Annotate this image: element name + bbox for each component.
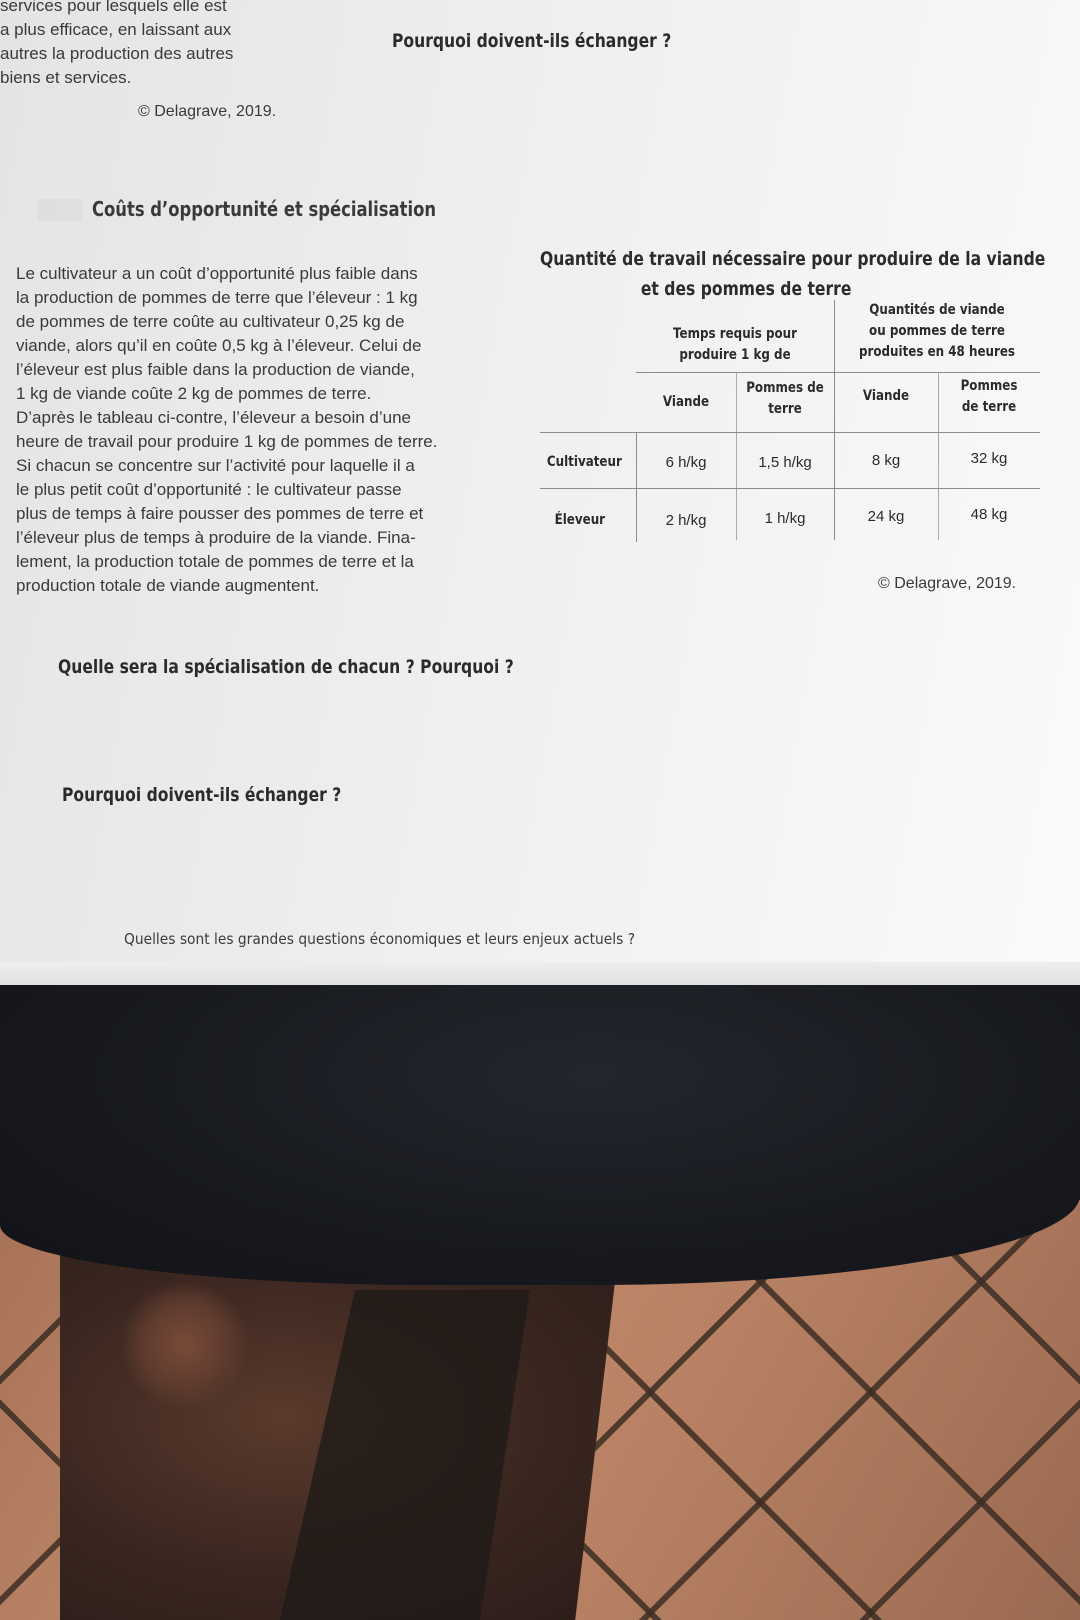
subheader-viande-48h xyxy=(842,386,930,407)
header-line: Quantités de viande xyxy=(869,302,1005,318)
paragraph-line: Le cultivateur a un coût d’opportunité plus faible dans xyxy=(16,264,418,283)
subheader-line: de terre xyxy=(961,399,1017,415)
subheader-pommes-48h xyxy=(946,376,1033,418)
data-table xyxy=(540,300,1040,560)
section-number-badge xyxy=(38,199,82,221)
question-enjeux: Quelles sont les grandes questions économiques et leurs enjeux actuels ? xyxy=(124,930,636,948)
subheader-viande xyxy=(644,392,729,413)
subheader-line: terre xyxy=(768,401,802,417)
table-rule xyxy=(834,300,835,540)
paragraph-line: le plus petit coût d’opportunité : le cultivateur passe xyxy=(16,480,402,499)
table-cell: 32 kg xyxy=(970,450,1008,467)
question-specialisation: Quelle sera la spécialisation de chacun ? Pourquoi ? xyxy=(58,656,514,678)
table-cell: 48 kg xyxy=(970,506,1008,523)
table-title xyxy=(540,244,1045,304)
table-rule xyxy=(636,372,1040,373)
paragraph-line: lement, la production totale de pommes de terre et la xyxy=(16,552,414,571)
subheader-line: Viande xyxy=(662,394,710,410)
row-label-eleveur: Éleveur xyxy=(554,512,606,528)
group-header-quantity xyxy=(849,300,1024,363)
group-header-time xyxy=(651,324,819,366)
subheader-line: Pommes xyxy=(960,378,1018,394)
section-title: Coûts d’opportunité et spécialisation xyxy=(92,197,437,221)
intro-line: biens et services. xyxy=(0,68,132,87)
table-cell: 1,5 h/kg xyxy=(758,454,812,471)
rug-flower-motif xyxy=(120,1280,250,1410)
table-title-line: et des pommes de terre xyxy=(640,278,852,300)
table-title-line: Quantité de travail nécessaire pour produire de la viande xyxy=(540,248,1046,270)
paragraph-line: plus de temps à faire pousser des pommes de terre et xyxy=(16,504,424,523)
paragraph-line: heure de travail pour produire 1 kg de pommes de terre. xyxy=(16,432,438,451)
row-label-cultivateur: Cultivateur xyxy=(546,454,622,470)
table-rule xyxy=(540,432,1040,433)
paragraph-line: l’éleveur est plus faible dans la production de viande, xyxy=(16,360,415,379)
subheader-line: Viande xyxy=(862,388,910,404)
intro-text xyxy=(0,0,233,90)
table-rule xyxy=(540,488,1040,489)
body-paragraph xyxy=(16,262,437,598)
paragraph-line: de pommes de terre coûte au cultivateur 0,25 kg de xyxy=(16,312,405,331)
credit-top: © Delagrave, 2019. xyxy=(138,103,277,120)
paragraph-line: production totale de viande augmentent. xyxy=(16,576,320,595)
intro-line: autres la production des autres xyxy=(0,44,234,63)
intro-line: services pour lesquels elle est xyxy=(0,0,227,15)
table-cell: 8 kg xyxy=(871,452,901,469)
paragraph-line: la production de pommes de terre que l’éleveur : 1 kg xyxy=(16,288,418,307)
paragraph-line: viande, alors qu’il en coûte 0,5 kg à l’éleveur. Celui de xyxy=(16,336,422,355)
table-credit: © Delagrave, 2019. xyxy=(878,575,1017,592)
paragraph-line: 1 kg de viande coûte 2 kg de pommes de terre. xyxy=(16,384,372,403)
paragraph-line: l’éleveur plus de temps à produire de la viande. Fina- xyxy=(16,528,416,547)
dark-fabric xyxy=(0,985,1080,1285)
table-cell: 2 h/kg xyxy=(665,512,707,529)
subheader-line: Pommes de xyxy=(746,380,824,396)
table-cell: 24 kg xyxy=(867,508,905,525)
paragraph-line: Si chacun se concentre sur l’activité pour laquelle il a xyxy=(16,456,415,475)
header-line: Temps requis pour xyxy=(672,326,798,342)
table-cell: 6 h/kg xyxy=(665,454,707,471)
subheader-pommes xyxy=(743,378,826,420)
header-line: produites en 48 heures xyxy=(858,344,1016,360)
paragraph-line: D’après le tableau ci-contre, l’éleveur a besoin d’une xyxy=(16,408,412,427)
header-line: produire 1 kg de xyxy=(679,347,791,363)
table-cell: 1 h/kg xyxy=(764,510,806,527)
question-top: Pourquoi doivent-ils échanger ? xyxy=(392,30,672,52)
question-echanger: Pourquoi doivent-ils échanger ? xyxy=(62,784,342,806)
header-line: ou pommes de terre xyxy=(869,323,1005,339)
intro-line: a plus efficace, en laissant aux xyxy=(0,20,232,39)
